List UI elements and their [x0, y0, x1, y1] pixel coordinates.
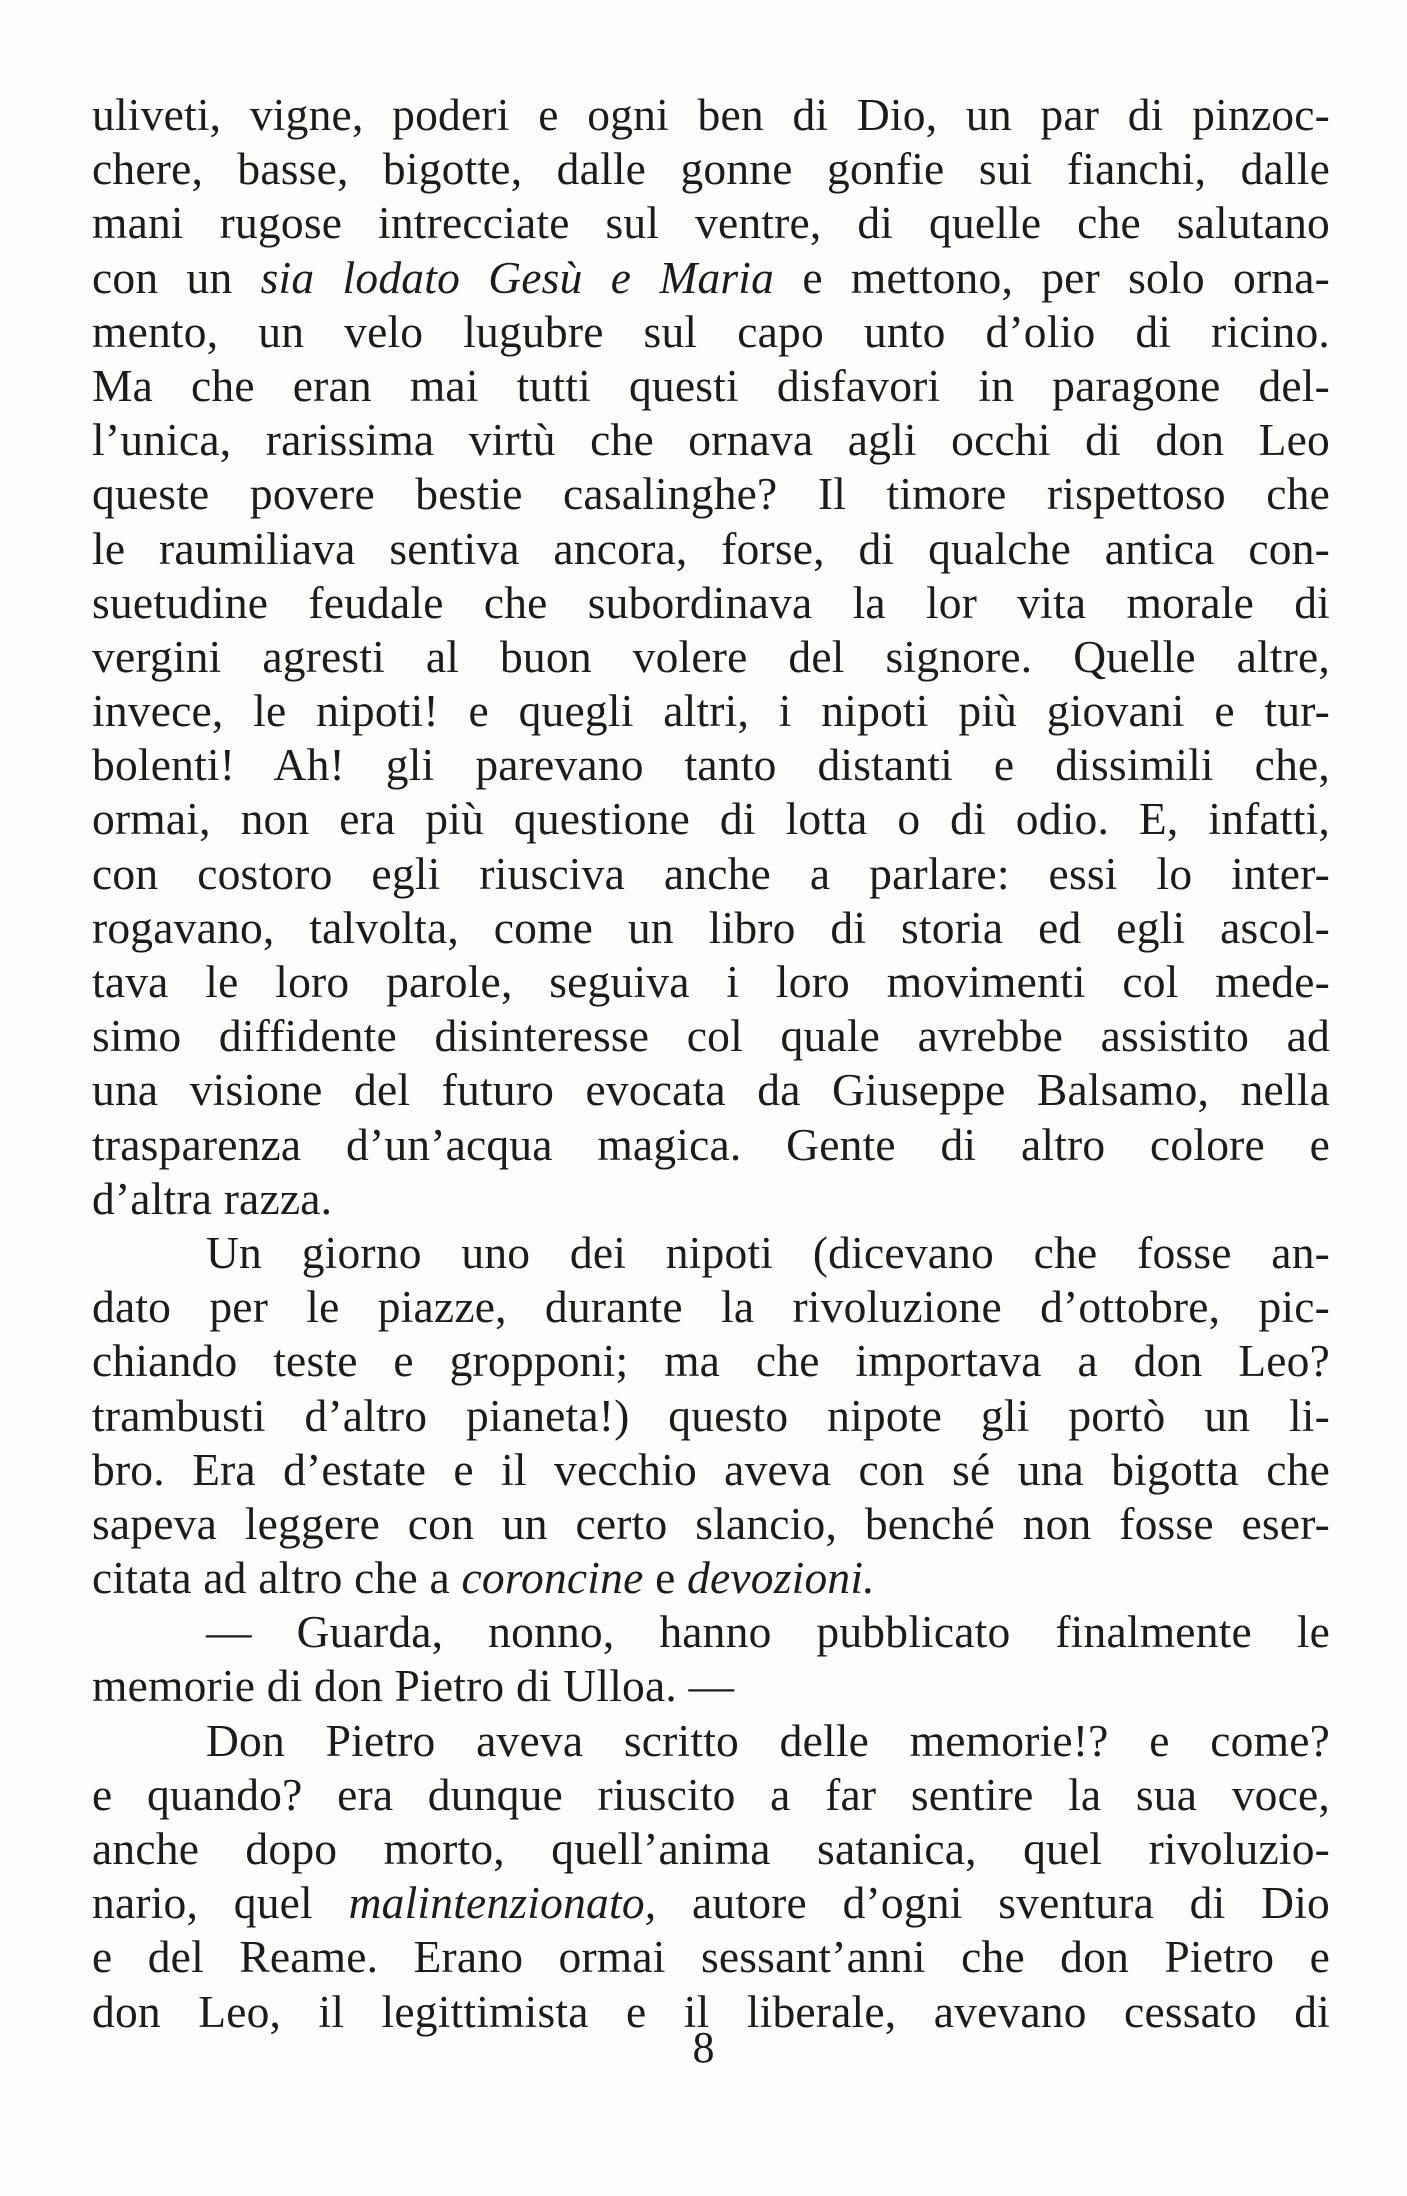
text-segment: suetudine feudale che subordinava la lor vita morale di: [92, 576, 1330, 628]
text-segment: — Guarda, nonno, hanno pubblicato finalmente le: [206, 1606, 1330, 1658]
text-segment: chere, basse, bigotte, dalle gonne gonfie sui fianchi, dalle: [92, 143, 1330, 195]
text-segment: e: [643, 1552, 688, 1604]
text-segment: Ma che eran mai tutti questi disfavori in paragone del-: [92, 359, 1330, 411]
text-segment: bro. Era d’estate e il vecchio aveva con sé una bigotta che: [92, 1443, 1330, 1495]
text-segment: chiando teste e gropponi; ma che importava a don Leo?: [92, 1335, 1330, 1387]
text-line: [92, 1659, 1330, 1713]
text-line: [92, 305, 1330, 359]
italic-text: sia lodato Gesù e Maria: [260, 251, 775, 303]
text-line: [92, 1172, 1330, 1226]
text-segment: citata ad altro che a: [92, 1552, 462, 1604]
text-segment: rogavano, talvolta, come un libro di storia ed egli ascol-: [92, 901, 1330, 953]
text-segment: tava le loro parole, seguiva i loro movimenti col mede-: [92, 956, 1330, 1007]
text-line: [92, 359, 1330, 413]
text-segment: Don Pietro aveva scritto delle memorie!? e come?: [206, 1714, 1330, 1766]
text-segment: nario, quel: [92, 1877, 349, 1929]
text-line: [92, 576, 1330, 630]
text-segment: bolenti! Ah! gli parevano tanto distanti e dissimili che,: [92, 739, 1330, 791]
text-line: [92, 1822, 1330, 1876]
text-line: [92, 847, 1330, 901]
italic-text: malintenzionato,: [348, 1877, 657, 1929]
text-segment: queste povere bestie casalinghe? Il timore rispettoso che: [92, 468, 1330, 520]
text-segment: l’unica, rarissima virtù che ornava agli occhi di don Leo: [92, 414, 1330, 466]
text-line: [92, 413, 1330, 467]
text-segment: mani rugose intrecciate sul ventre, di quelle che salutano: [92, 197, 1330, 249]
text-segment: le raumiliava sentiva ancora, forse, di qualche antica con-: [92, 522, 1330, 574]
text-segment: vergini agresti al buon volere del signore. Quelle altre,: [92, 630, 1330, 682]
text-segment: autore d’ogni sventura di Dio: [656, 1877, 1330, 1929]
text-line: [92, 1768, 1330, 1822]
text-segment: e del Reame. Erano ormai sessant’anni che don Pietro e: [92, 1931, 1330, 1983]
text-segment: ormai, non era più questione di lotta o di odio. E, infatti,: [92, 793, 1330, 845]
text-line: [92, 1714, 1330, 1768]
text-line: [92, 251, 1330, 305]
text-segment: dato per le piazze, durante la rivoluzione d’ottobre, pic-: [92, 1281, 1330, 1333]
text-line: [92, 1226, 1330, 1280]
text-segment: invece, le nipoti! e quegli altri, i nipoti più giovani e tur-: [92, 685, 1330, 737]
text-segment: uliveti, vigne, poderi e ogni ben di Dio, un par di pinzoc-: [92, 89, 1330, 140]
italic-text: devozioni.: [687, 1552, 875, 1604]
text-line: [92, 1009, 1330, 1063]
text-line: [92, 1443, 1330, 1497]
text-line: [92, 142, 1330, 196]
text-line: [92, 1334, 1330, 1388]
text-segment: memorie di don Pietro di Ulloa. —: [92, 1660, 735, 1712]
text-segment: trasparenza d’un’acqua magica. Gente di altro colore e: [92, 1118, 1330, 1170]
text-segment: sapeva leggere con un certo slancio, benché non fosse eser-: [92, 1497, 1330, 1549]
text-line: [92, 684, 1330, 738]
text-line: [92, 738, 1330, 792]
text-line: [92, 1389, 1330, 1443]
text-line: [92, 901, 1330, 955]
text-segment: simo diffidente disinteresse col quale avrebbe assistito ad: [92, 1010, 1330, 1062]
text-segment: con costoro egli riusciva anche a parlare: essi lo inter-: [92, 847, 1330, 899]
text-line: [92, 630, 1330, 684]
text-segment: don Leo, il legittimista e il liberale, avevano cessato di: [92, 1985, 1330, 2037]
body-text: [92, 88, 1330, 2039]
text-line: [92, 1497, 1330, 1551]
text-segment: anche dopo morto, quell’anima satanica, quel rivoluzio-: [92, 1823, 1330, 1874]
text-line: [92, 467, 1330, 521]
page-number: 8: [692, 2023, 715, 2072]
text-line: [92, 196, 1330, 250]
text-line: [92, 1118, 1330, 1172]
text-line: [92, 1063, 1330, 1117]
text-segment: e quando? era dunque riuscito a far sentire la sua voce,: [92, 1768, 1330, 1820]
text-segment: trambusti d’altro pianeta!) questo nipote gli portò un li-: [92, 1389, 1330, 1441]
text-line: [92, 1930, 1330, 1984]
text-segment: con un: [92, 251, 261, 303]
text-line: [92, 522, 1330, 576]
text-segment: una visione del futuro evocata da Giuseppe Balsamo, nella: [92, 1064, 1330, 1116]
text-line: [92, 1876, 1330, 1930]
text-line: [92, 88, 1330, 142]
text-line: [92, 1605, 1330, 1659]
text-line: [92, 1551, 1330, 1605]
text-line: [92, 1280, 1330, 1334]
text-segment: d’altra razza.: [92, 1172, 333, 1224]
text-line: [92, 955, 1330, 1009]
text-segment: e mettono, per solo orna-: [774, 251, 1330, 303]
italic-text: coroncine: [461, 1552, 644, 1604]
text-line: [92, 792, 1330, 846]
text-segment: mento, un velo lugubre sul capo unto d’olio di ricino.: [92, 305, 1330, 357]
text-segment: Un giorno uno dei nipoti (dicevano che fosse an-: [206, 1226, 1330, 1278]
